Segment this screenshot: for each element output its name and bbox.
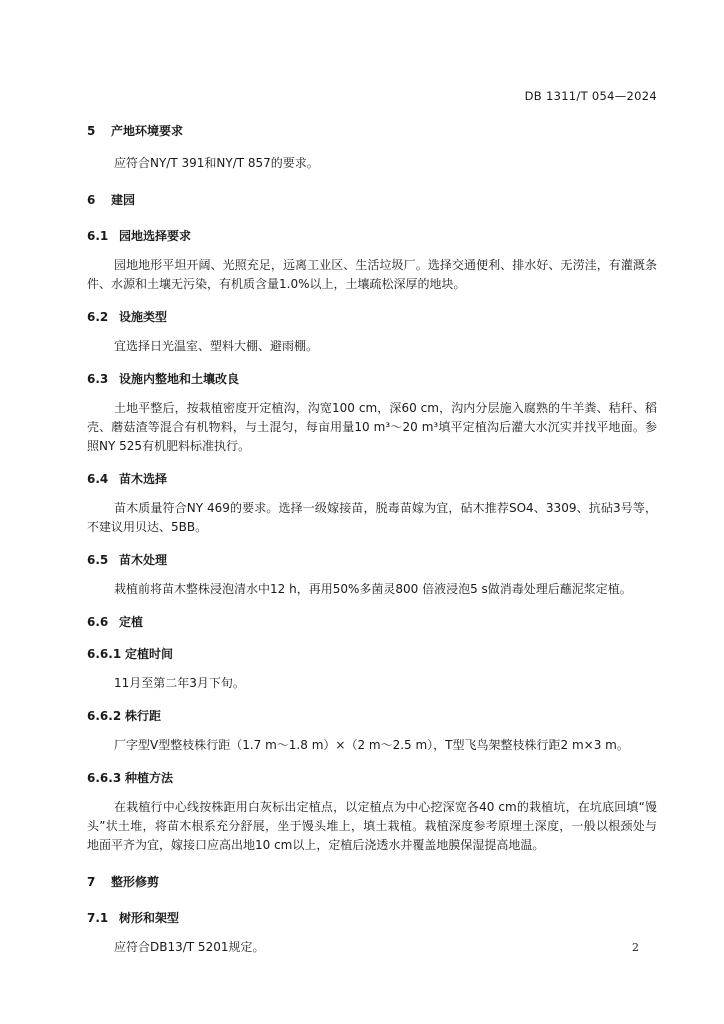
heading-5 xyxy=(87,122,657,140)
heading-7 xyxy=(87,873,657,891)
heading-6-3 xyxy=(87,370,657,388)
paragraph-5: 应符合NY/T 391和NY/T 857的要求。 xyxy=(114,156,319,170)
paragraph-6-5: 栽植前将苗木整株浸泡清水中12 h，再用50%多菌灵800 倍液浸泡5 s做消毒处理后蘸泥浆定植。 xyxy=(114,582,632,596)
paragraph-6-3: 土地平整后，按栽植密度开定植沟，沟宽100 cm，深60 cm，沟内分层施入腐熟的牛羊粪、秸秆、稻壳、蘑菇渣等混合有机物料，与土混匀，每亩用量10 m³～20 m³填平定植沟后灌大水沉实并找平地面。参照NY 525有机肥料标准执行。 xyxy=(87,401,657,453)
paragraph-6-4: 苗木质量符合NY 469的要求。选择一级嫁接苗，脱毒苗嫁为宜，砧木推荐SO4、3309、抗砧3号等，不建议用贝达、5BB。 xyxy=(87,501,657,534)
paragraph-6-6-3: 在栽植行中心线按株距用白灰标出定植点，以定植点为中心挖深宽各40 cm的栽植坑，在坑底回填“馒头”状土堆，将苗木根系充分舒展，坐于馒头堆上，填土栽植。栽植深度参考原埋土深度，一般以根颈处与地面平齐为宜，嫁接口应高出地10 cm以上，定植后浇透水并覆盖地膜保湿提高地温。 xyxy=(87,800,657,852)
heading-title: 设施内整地和土壤改良 xyxy=(119,372,240,386)
heading-title: 苗木选择 xyxy=(119,472,168,486)
heading-title: 定植 xyxy=(119,615,144,629)
heading-6-6-1 xyxy=(87,645,657,663)
heading-6-6-3 xyxy=(87,769,657,787)
heading-number: 6.5 xyxy=(87,553,109,567)
heading-title: 建园 xyxy=(111,193,136,207)
heading-number: 6.6.3 xyxy=(87,771,122,785)
heading-number: 6 xyxy=(87,193,96,207)
heading-title: 树形和架型 xyxy=(119,911,180,925)
heading-6-5 xyxy=(87,551,657,569)
heading-number: 6.6 xyxy=(87,615,109,629)
heading-number: 6.6.1 xyxy=(87,647,122,661)
standard-code: DB 1311/T 054—2024 xyxy=(524,89,657,103)
heading-6 xyxy=(87,191,657,209)
heading-number: 6.4 xyxy=(87,472,109,486)
heading-6-2 xyxy=(87,308,657,326)
heading-6-6-2 xyxy=(87,707,657,725)
heading-title: 整形修剪 xyxy=(111,875,160,889)
heading-number: 6.2 xyxy=(87,310,109,324)
heading-number: 6.1 xyxy=(87,229,109,243)
heading-title: 定植时间 xyxy=(125,647,174,661)
heading-number: 7 xyxy=(87,875,96,889)
heading-title: 产地环境要求 xyxy=(111,124,184,138)
heading-6-6 xyxy=(87,613,657,631)
heading-title: 设施类型 xyxy=(119,310,168,324)
document-body xyxy=(87,122,657,957)
heading-number: 6.3 xyxy=(87,372,109,386)
paragraph-6-2: 宜选择日光温室、塑料大棚、避雨棚。 xyxy=(114,339,319,353)
heading-title: 苗木处理 xyxy=(119,553,168,567)
heading-6-4 xyxy=(87,470,657,488)
page-number: 2 xyxy=(632,941,639,954)
paragraph-6-6-2: 厂字型V型整枝株行距（1.7 m～1.8 m）×（2 m～2.5 m），T型飞鸟架整枝株行距2 m×3 m。 xyxy=(114,738,629,752)
heading-number: 7.1 xyxy=(87,911,109,925)
heading-6-1 xyxy=(87,227,657,245)
heading-title: 园地选择要求 xyxy=(119,229,192,243)
paragraph-6-1: 园地地形平坦开阔、光照充足，远离工业区、生活垃圾厂。选择交通便利、排水好、无涝洼，有灌溉条件、水源和土壤无污染，有机质含量1.0%以上，土壤疏松深厚的地块。 xyxy=(87,258,657,291)
heading-7-1 xyxy=(87,909,657,927)
paragraph-7-1: 应符合DB13/T 5201规定。 xyxy=(114,940,265,954)
paragraph-6-6-1: 11月至第二年3月下旬。 xyxy=(114,676,245,690)
heading-title: 株行距 xyxy=(125,709,162,723)
heading-number: 6.6.2 xyxy=(87,709,122,723)
heading-number: 5 xyxy=(87,124,96,138)
heading-title: 种植方法 xyxy=(125,771,174,785)
